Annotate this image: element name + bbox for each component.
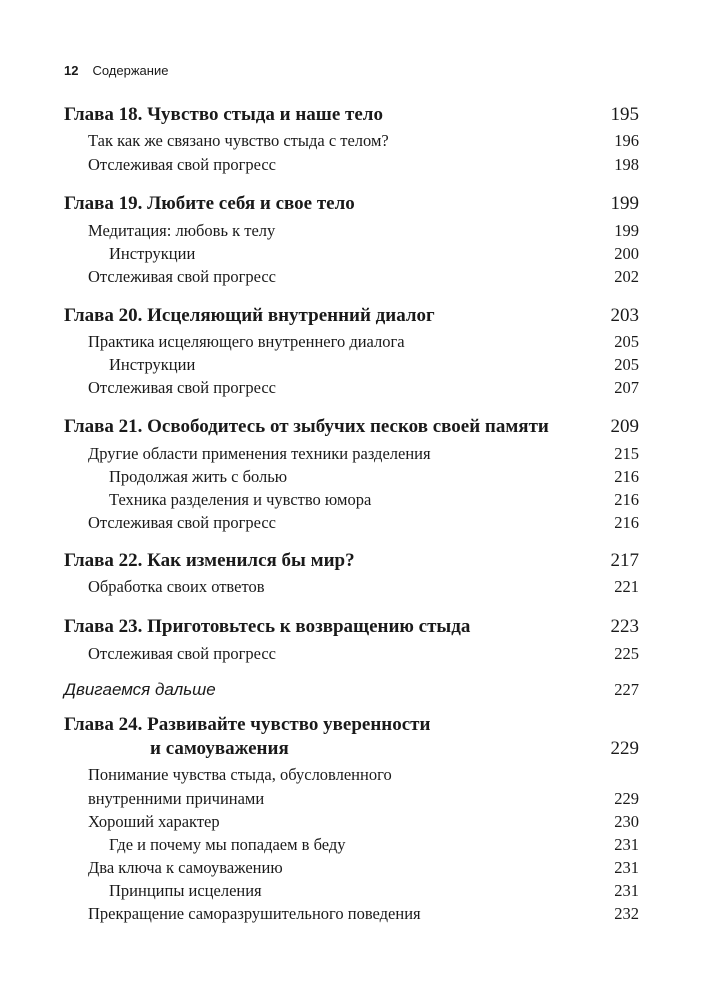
toc-entry-title: и самоуважения — [150, 738, 289, 759]
toc-chapter-22 — [64, 550, 639, 572]
toc-section — [88, 644, 639, 666]
toc-entry-page: 232 — [614, 904, 639, 923]
toc-entry-title: Отслеживая свой прогресс — [88, 267, 276, 286]
toc-entry-page: 203 — [610, 305, 639, 326]
toc-entry-page: 205 — [614, 355, 639, 374]
toc-entry-page: 200 — [614, 244, 639, 263]
toc-entry-title: Отслеживая свой прогресс — [88, 644, 276, 663]
toc-entry-title: Глава 22. Как изменился бы мир? — [64, 550, 355, 571]
toc-entry-page: 221 — [614, 577, 639, 596]
toc-entry-page: 215 — [614, 444, 639, 463]
toc-entry-title: Глава 24. Развивайте чувство уверенности — [64, 714, 431, 735]
toc-entry-page: 229 — [614, 789, 639, 808]
toc-entry-page: 209 — [610, 416, 639, 437]
toc-entry-title: Два ключа к самоуважению — [88, 858, 283, 877]
toc-entry-page: 216 — [614, 467, 639, 486]
toc-entry-page: 216 — [614, 490, 639, 509]
toc-entry-page: 225 — [614, 644, 639, 663]
toc-section — [88, 332, 639, 354]
toc-entry-title: Техника разделения и чувство юмора — [109, 490, 372, 509]
toc-entry-page: 231 — [614, 858, 639, 877]
toc-entry-page: 202 — [614, 267, 639, 286]
toc-entry-title: Глава 20. Исцеляющий внутренний диалог — [64, 305, 435, 326]
toc-section — [88, 513, 639, 535]
toc-section — [88, 378, 639, 400]
toc-section — [88, 904, 639, 926]
toc-chapter-24-continued — [150, 738, 639, 760]
toc-entry-title: Практика исцеляющего внутреннего диалога — [88, 332, 405, 351]
toc-entry-title: Прекращение саморазрушительного поведения — [88, 904, 421, 923]
toc-chapter-23 — [64, 616, 639, 638]
section-title: Содержание — [92, 63, 169, 78]
toc-entry-page: 230 — [614, 812, 639, 831]
toc-chapter-24 — [64, 714, 639, 736]
toc-chapter-18 — [64, 104, 639, 126]
toc-section — [88, 131, 639, 153]
toc-entry-title: Двигаемся дальше — [64, 680, 216, 699]
toc-entry-title: Где и почему мы попадаем в беду — [109, 835, 346, 854]
toc-entry-page: 223 — [610, 616, 639, 637]
toc-section — [88, 812, 639, 834]
toc-entry-title: Глава 19. Любите себя и свое тело — [64, 193, 355, 214]
toc-entry-title: Понимание чувства стыда, обусловленного — [88, 765, 392, 784]
toc-section-continued — [88, 789, 639, 811]
toc-section — [88, 765, 639, 787]
toc-entry-title: Глава 18. Чувство стыда и наше тело — [64, 104, 383, 125]
toc-entry-title: Продолжая жить с болью — [109, 467, 288, 486]
toc-subsection — [109, 467, 639, 489]
toc-entry-title: Отслеживая свой прогресс — [88, 513, 276, 532]
toc-entry-page: 217 — [610, 550, 639, 571]
toc-entry-page: 207 — [614, 378, 639, 397]
toc-entry-page: 199 — [610, 193, 639, 214]
toc-subsection — [109, 244, 639, 266]
toc-entry-page: 195 — [610, 104, 639, 125]
toc-entry-title: Инструкции — [109, 355, 196, 374]
toc-entry-page: 231 — [614, 835, 639, 854]
toc-chapter-21 — [64, 416, 639, 438]
toc-subsection — [109, 490, 639, 512]
toc-entry-page: 196 — [614, 131, 639, 150]
toc-subsection — [109, 881, 639, 903]
toc-entry-title: Инструкции — [109, 244, 196, 263]
toc-chapter-20 — [64, 305, 639, 327]
toc-entry-page: 227 — [614, 680, 639, 699]
toc-entry-page: 216 — [614, 513, 639, 532]
toc-entry-title: Отслеживая свой прогресс — [88, 155, 276, 174]
toc-chapter-19 — [64, 193, 639, 215]
toc-entry-title: Обработка своих ответов — [88, 577, 265, 596]
toc-entry-title: Хороший характер — [88, 812, 220, 831]
toc-part-heading — [64, 680, 639, 702]
toc-entry-page: 229 — [610, 738, 639, 759]
toc-section — [88, 155, 639, 177]
toc-entry-title: Медитация: любовь к телу — [88, 221, 276, 240]
toc-subsection — [109, 835, 639, 857]
toc-entry-title: Так как же связано чувство стыда с телом? — [88, 131, 389, 150]
toc-entry-title: Глава 23. Приготовьтесь к возвращению стыда — [64, 616, 471, 637]
toc-entry-title: Принципы исцеления — [109, 881, 262, 900]
toc-subsection — [109, 355, 639, 377]
toc-entry-title: внутренними причинами — [88, 789, 265, 808]
toc-entry-title: Другие области применения техники разделения — [88, 444, 431, 463]
toc-entry-page: 231 — [614, 881, 639, 900]
toc-entry-title: Глава 21. Освободитесь от зыбучих песков своей памяти — [64, 416, 549, 437]
toc-section — [88, 221, 639, 243]
toc-section — [88, 444, 639, 466]
toc-section — [88, 577, 639, 599]
toc-entry-page: 199 — [614, 221, 639, 240]
toc-section — [88, 858, 639, 880]
toc-entry-title: Отслеживая свой прогресс — [88, 378, 276, 397]
page-number: 12 — [64, 63, 79, 78]
toc-entry-page: 198 — [614, 155, 639, 174]
toc-entry-page: 205 — [614, 332, 639, 351]
toc-section — [88, 267, 639, 289]
